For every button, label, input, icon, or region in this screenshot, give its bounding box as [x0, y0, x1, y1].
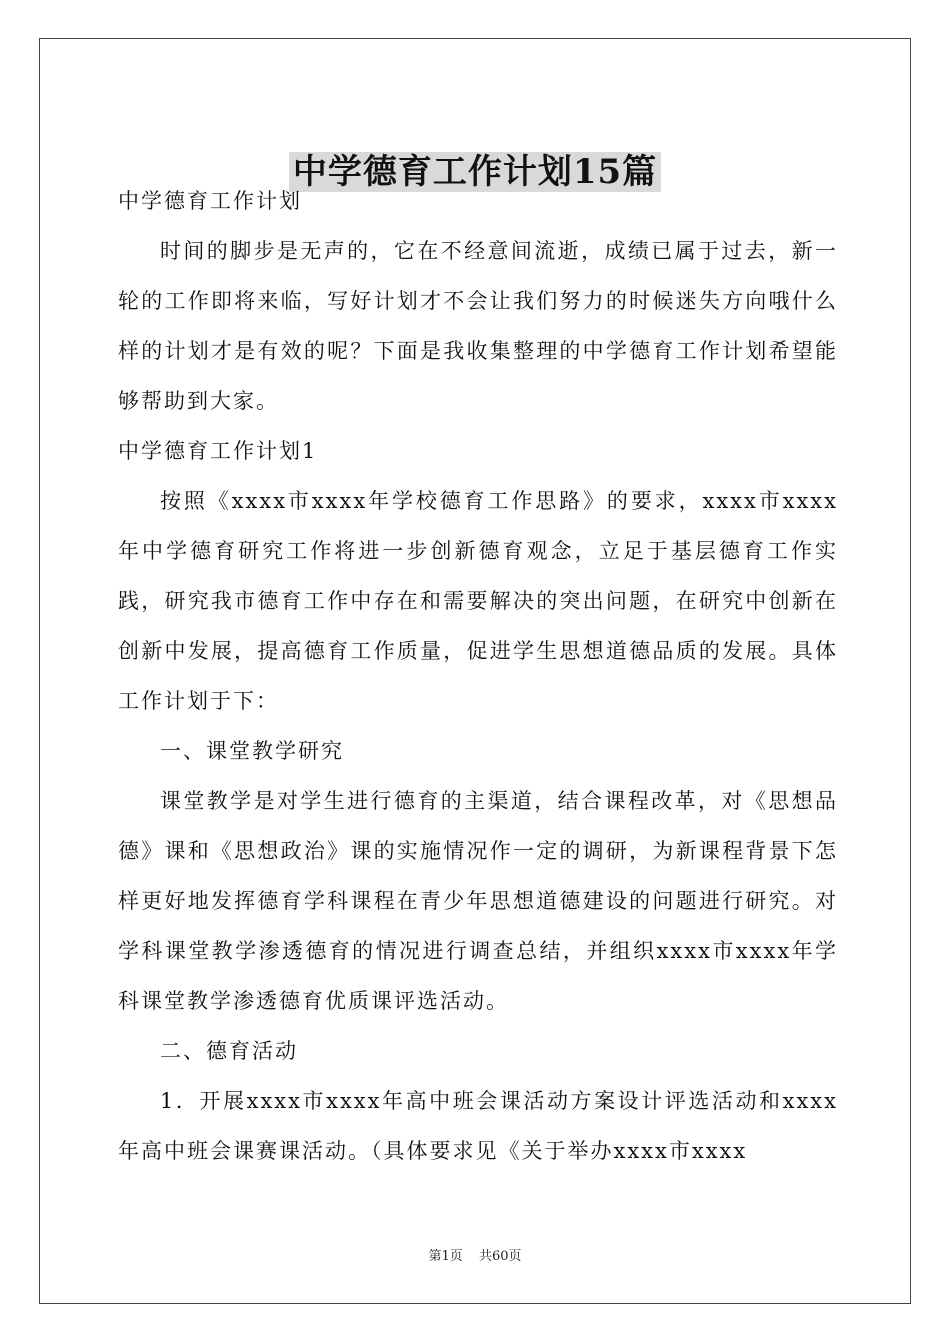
paragraph: 1．开展xxxx市xxxx年高中班会课活动方案设计评选活动和xxxx年高中班会课赛课活动。（具体要求见《关于举办xxxx市xxxx	[118, 1089, 838, 1163]
document-body	[118, 176, 838, 1176]
paragraph: 课堂教学是对学生进行德育的主渠道，结合课程改革，对《思想品德》课和《思想政治》课的实施情况作一定的调研，为新课程背景下怎样更好地发挥德育学科课程在青少年思想道德建设的问题进行研究。对学科课堂教学渗透德育的情况进行调查总结，并组织xxxx市xxxx年学科课堂教学渗透德育优质课评选活动。	[118, 789, 838, 1013]
paragraph-heading: 中学德育工作计划1	[118, 439, 318, 463]
paragraph: 时间的脚步是无声的，它在不经意间流逝，成绩已属于过去，新一轮的工作即将来临，写好计划才不会让我们努力的时候迷失方向哦什么样的计划才是有效的呢？下面是我收集整理的中学德育工作计划希望能够帮助到大家。	[118, 239, 838, 413]
page-total: 共60页	[478, 1249, 522, 1264]
document-title-text: 中学德育工作计划15篇	[289, 152, 661, 192]
section-heading: 二、德育活动	[160, 1039, 298, 1063]
page-footer	[0, 1248, 950, 1266]
section-heading: 一、课堂教学研究	[160, 739, 344, 763]
paragraph-heading: 中学德育工作计划	[118, 189, 302, 213]
page-number: 第1页	[428, 1249, 463, 1264]
paragraph: 按照《xxxx市xxxx年学校德育工作思路》的要求，xxxx市xxxx年中学德育研究工作将进一步创新德育观念，立足于基层德育工作实践，研究我市德育工作中存在和需要解决的突出问题，在研究中创新在创新中发展，提高德育工作质量，促进学生思想道德品质的发展。具体工作计划于下：	[118, 489, 838, 713]
